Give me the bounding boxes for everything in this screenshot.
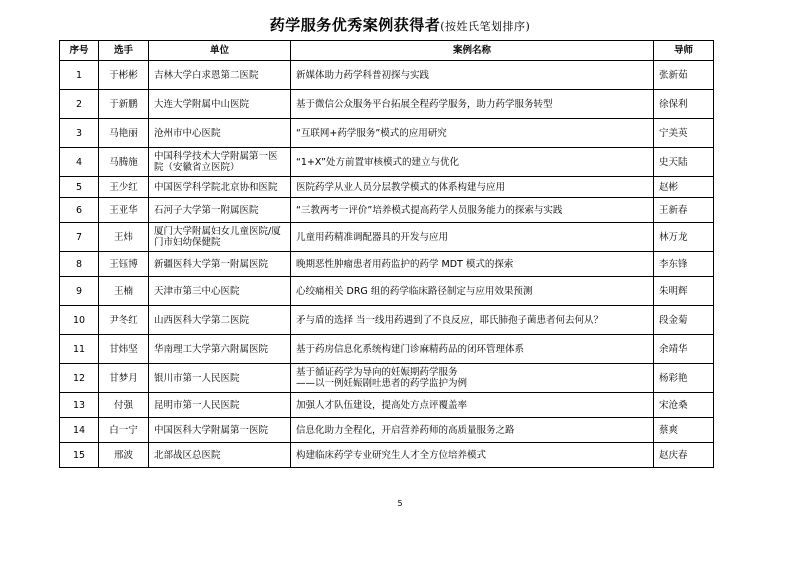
row-unit: 中国科学技术大学附属第一医院（安徽省立医院） xyxy=(149,148,291,177)
row-mentor: 杨彩艳 xyxy=(654,364,714,393)
row-case-name: 构建临床药学专业研究生人才全方位培养模式 xyxy=(291,443,654,468)
row-contestant: 马腾施 xyxy=(99,148,149,177)
case-name-line-2: ——以一例妊娠剧吐患者的药学监护为例 xyxy=(296,378,468,389)
row-unit: 大连大学附属中山医院 xyxy=(149,90,291,119)
row-unit: 昆明市第一人民医院 xyxy=(149,393,291,418)
table-row xyxy=(60,90,714,119)
row-mentor: 朱明辉 xyxy=(654,277,714,306)
row-case-name: “互联网+药学服务”模式的应用研究 xyxy=(291,119,654,148)
header-contestant: 选手 xyxy=(99,41,149,61)
row-case-name: 矛与盾的选择 当一线用药遇到了不良反应，耶氏肺孢子菌患者何去何从？ xyxy=(291,306,654,335)
row-unit: 厦门大学附属妇女儿童医院/厦门市妇幼保健院 xyxy=(149,223,291,252)
row-unit: 吉林大学白求恩第二医院 xyxy=(149,61,291,90)
row-case-name: 加强人才队伍建设，提高处方点评覆盖率 xyxy=(291,393,654,418)
row-number: 14 xyxy=(60,418,99,443)
table-row xyxy=(60,223,714,252)
row-number: 2 xyxy=(60,90,99,119)
row-case-name: 新媒体助力药学科普初探与实践 xyxy=(291,61,654,90)
row-mentor: 赵彬 xyxy=(654,177,714,198)
header-case-name: 案例名称 xyxy=(291,41,654,61)
row-mentor: 段金菊 xyxy=(654,306,714,335)
row-contestant: 王钰博 xyxy=(99,252,149,277)
row-mentor: 赵庆春 xyxy=(654,443,714,468)
table-row xyxy=(60,148,714,177)
page-title xyxy=(0,14,800,35)
row-unit: 华南理工大学第六附属医院 xyxy=(149,335,291,364)
row-contestant: 尹冬红 xyxy=(99,306,149,335)
row-number: 15 xyxy=(60,443,99,468)
row-case-name xyxy=(291,364,654,393)
row-contestant: 白一宁 xyxy=(99,418,149,443)
table-row xyxy=(60,393,714,418)
row-number: 3 xyxy=(60,119,99,148)
row-unit: 沧州市中心医院 xyxy=(149,119,291,148)
row-case-name: 信息化助力全程化，开启营养药师的高质量服务之路 xyxy=(291,418,654,443)
table-row xyxy=(60,252,714,277)
row-number: 6 xyxy=(60,198,99,223)
table-row xyxy=(60,443,714,468)
row-unit: 山西医科大学第二医院 xyxy=(149,306,291,335)
row-contestant: 付强 xyxy=(99,393,149,418)
header-number: 序号 xyxy=(60,41,99,61)
row-number: 1 xyxy=(60,61,99,90)
row-unit: 北部战区总医院 xyxy=(149,443,291,468)
row-case-name: 基于药房信息化系统构建门诊麻精药品的闭环管理体系 xyxy=(291,335,654,364)
row-number: 5 xyxy=(60,177,99,198)
row-unit: 新疆医科大学第一附属医院 xyxy=(149,252,291,277)
row-case-name: 医院药学从业人员分层教学模式的体系构建与应用 xyxy=(291,177,654,198)
row-contestant: 王炜 xyxy=(99,223,149,252)
row-number: 9 xyxy=(60,277,99,306)
row-case-name: 基于微信公众服务平台拓展全程药学服务，助力药学服务转型 xyxy=(291,90,654,119)
row-case-name: 儿童用药精准调配器具的开发与应用 xyxy=(291,223,654,252)
row-mentor: 宁美英 xyxy=(654,119,714,148)
row-mentor: 余靖华 xyxy=(654,335,714,364)
row-mentor: 宋沧桑 xyxy=(654,393,714,418)
row-mentor: 蔡爽 xyxy=(654,418,714,443)
row-case-name: 心绞痛相关 DRG 组的药学临床路径制定与应用效果预测 xyxy=(291,277,654,306)
header-unit: 单位 xyxy=(149,41,291,61)
row-case-name: 晚期恶性肿瘤患者用药监护的药学 MDT 模式的探索 xyxy=(291,252,654,277)
row-contestant: 王亚华 xyxy=(99,198,149,223)
row-unit: 中国医学科学院北京协和医院 xyxy=(149,177,291,198)
table-header-row xyxy=(60,41,714,61)
row-contestant: 于彬彬 xyxy=(99,61,149,90)
table-row xyxy=(60,364,714,393)
row-unit: 石河子大学第一附属医院 xyxy=(149,198,291,223)
row-mentor: 王新春 xyxy=(654,198,714,223)
header-mentor: 导师 xyxy=(654,41,714,61)
row-contestant: 马艳丽 xyxy=(99,119,149,148)
row-mentor: 林万龙 xyxy=(654,223,714,252)
title-main: 药学服务优秀案例获得者 xyxy=(269,16,441,34)
page-number: 5 xyxy=(397,499,403,508)
row-mentor: 史天陆 xyxy=(654,148,714,177)
table-row xyxy=(60,418,714,443)
table-row xyxy=(60,335,714,364)
row-number: 8 xyxy=(60,252,99,277)
table-row xyxy=(60,61,714,90)
table-row xyxy=(60,177,714,198)
row-contestant: 王少红 xyxy=(99,177,149,198)
row-number: 12 xyxy=(60,364,99,393)
table-row xyxy=(60,198,714,223)
row-unit: 银川市第一人民医院 xyxy=(149,364,291,393)
awardee-table xyxy=(59,40,714,468)
table-row xyxy=(60,277,714,306)
row-contestant: 甘炜坚 xyxy=(99,335,149,364)
row-mentor: 张新茹 xyxy=(654,61,714,90)
row-number: 11 xyxy=(60,335,99,364)
row-contestant: 王楠 xyxy=(99,277,149,306)
row-unit: 天津市第三中心医院 xyxy=(149,277,291,306)
row-contestant: 邢波 xyxy=(99,443,149,468)
table-row xyxy=(60,119,714,148)
case-name-line-1: 基于循证药学为导向的妊娠期药学服务 xyxy=(296,367,458,378)
row-number: 4 xyxy=(60,148,99,177)
title-subtitle: (按姓氏笔划排序) xyxy=(440,20,531,33)
row-case-name: “三教两考一评价”培养模式提高药学人员服务能力的探索与实践 xyxy=(291,198,654,223)
row-case-name: “1+X”处方前置审核模式的建立与优化 xyxy=(291,148,654,177)
row-number: 7 xyxy=(60,223,99,252)
row-mentor: 李东锋 xyxy=(654,252,714,277)
row-contestant: 甘梦月 xyxy=(99,364,149,393)
row-contestant: 于新鹏 xyxy=(99,90,149,119)
row-unit: 中国医科大学附属第一医院 xyxy=(149,418,291,443)
row-number: 13 xyxy=(60,393,99,418)
row-mentor: 徐保利 xyxy=(654,90,714,119)
table-row xyxy=(60,306,714,335)
row-number: 10 xyxy=(60,306,99,335)
